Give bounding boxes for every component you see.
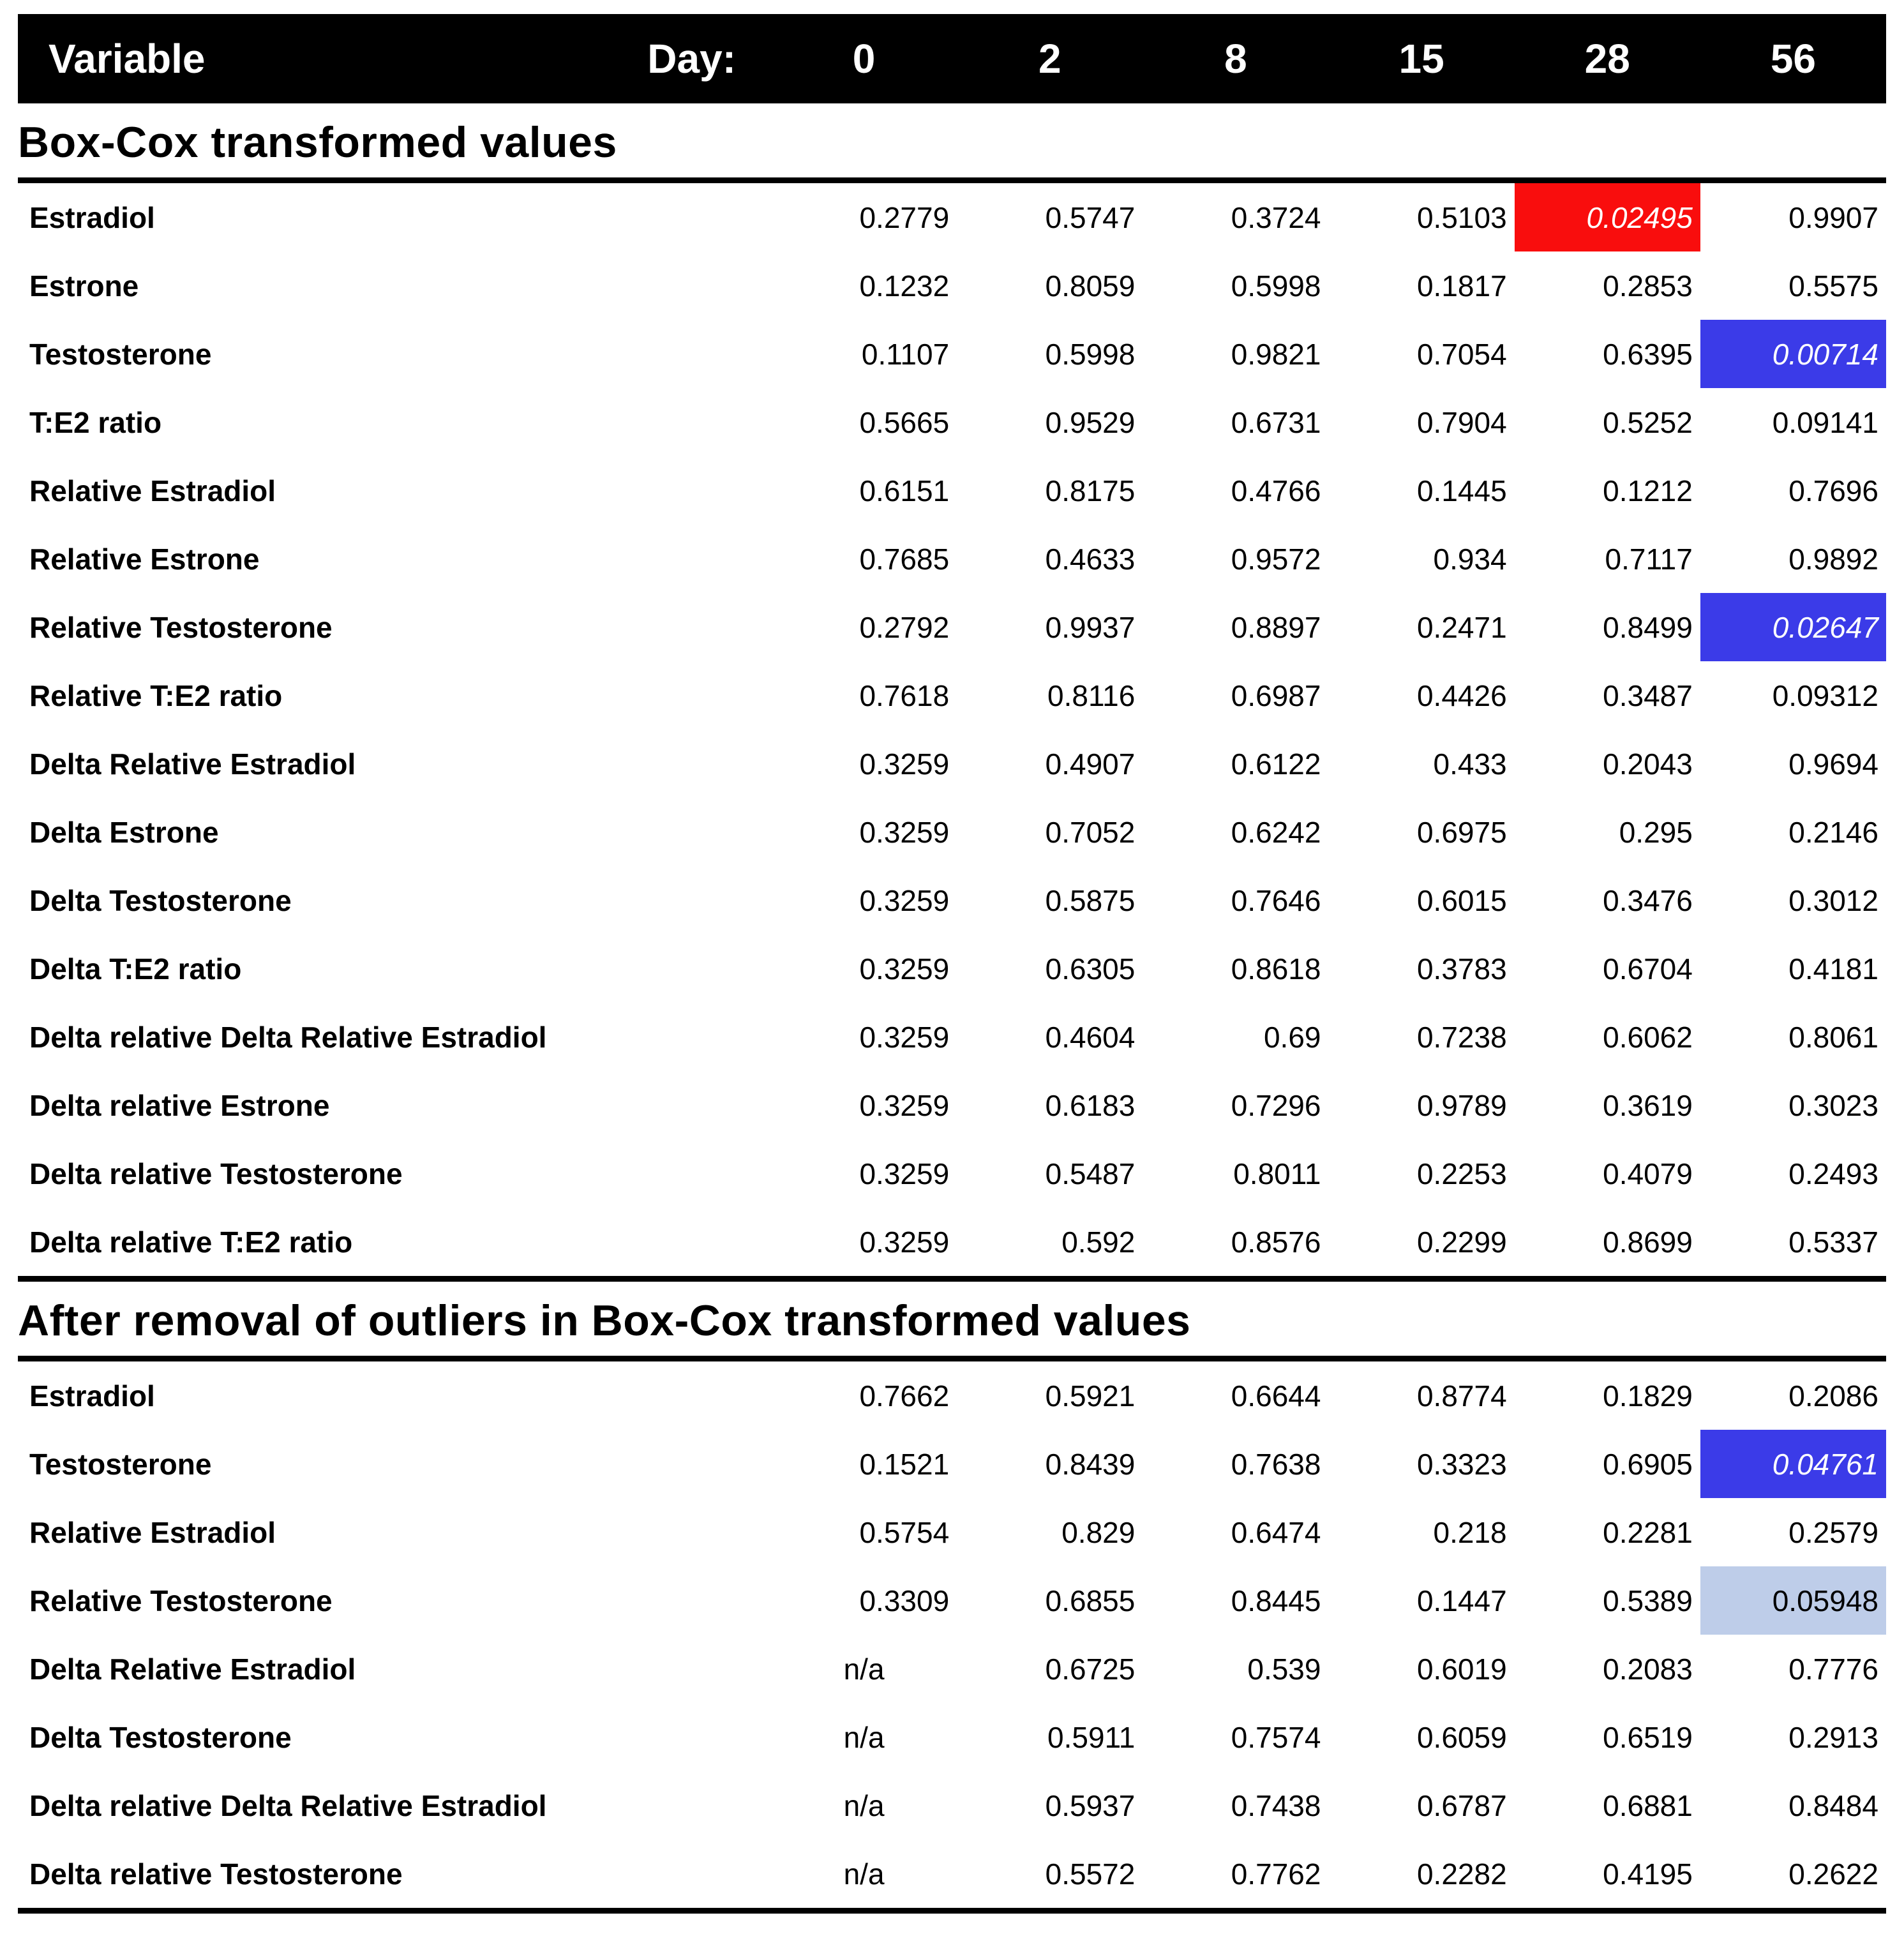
p-value-cell: 0.4079 bbox=[1603, 1157, 1693, 1190]
p-value-cell: 0.7618 bbox=[859, 679, 950, 712]
divider-line bbox=[18, 177, 1886, 183]
p-value-cell: 0.69 bbox=[1263, 1020, 1321, 1054]
p-value-cell: 0.7574 bbox=[1231, 1720, 1321, 1754]
table-row bbox=[18, 1361, 1886, 1430]
p-value-cell: 0.2299 bbox=[1416, 1225, 1507, 1259]
table-row bbox=[18, 1566, 1886, 1635]
header-day-label: Day: bbox=[647, 36, 736, 82]
p-value-cell: 0.5252 bbox=[1603, 405, 1693, 439]
p-value-cell: 0.6474 bbox=[1231, 1515, 1321, 1549]
p-value-cell: n/a bbox=[843, 1652, 885, 1686]
p-value-cell: 0.9937 bbox=[1045, 610, 1136, 644]
p-value-cell: 0.7117 bbox=[1605, 542, 1693, 576]
table-row bbox=[18, 798, 1886, 866]
p-value-cell: 0.6242 bbox=[1231, 815, 1321, 849]
variable-label: Estradiol bbox=[29, 1379, 155, 1413]
p-value-cell: 0.6059 bbox=[1416, 1720, 1507, 1754]
p-value-cell: 0.1212 bbox=[1603, 474, 1693, 507]
p-value-cell: 0.7054 bbox=[1416, 337, 1507, 371]
p-value-cell: 0.02495 bbox=[1515, 183, 1700, 251]
variable-label: Delta relative T:E2 ratio bbox=[29, 1225, 353, 1259]
p-value-cell: 0.3259 bbox=[859, 747, 950, 781]
p-value-cell: 0.5754 bbox=[859, 1515, 950, 1549]
p-value-cell: 0.218 bbox=[1433, 1515, 1507, 1549]
variable-label: Relative Testosterone bbox=[29, 1584, 333, 1617]
p-value-cell: 0.6519 bbox=[1603, 1720, 1693, 1754]
p-value-cell: 0.1107 bbox=[861, 337, 950, 371]
table-row bbox=[18, 1139, 1886, 1208]
p-value-cell: 0.3783 bbox=[1416, 952, 1507, 986]
p-value-cell: 0.5998 bbox=[1231, 269, 1321, 303]
p-value-cell: 0.7696 bbox=[1788, 474, 1878, 507]
p-value-cell: 0.934 bbox=[1433, 542, 1507, 576]
p-value-cell: 0.4907 bbox=[1045, 747, 1136, 781]
variable-label: Delta relative Testosterone bbox=[29, 1857, 403, 1891]
day-column-header: 0 bbox=[852, 36, 876, 82]
variable-label: Estrone bbox=[29, 269, 139, 303]
p-value-cell: 0.5337 bbox=[1788, 1225, 1878, 1259]
p-value-cell: 0.9821 bbox=[1231, 337, 1321, 371]
p-value-cell: 0.5665 bbox=[859, 405, 950, 439]
p-value-cell: 0.3259 bbox=[859, 883, 950, 917]
variable-label: Delta Testosterone bbox=[29, 883, 292, 917]
table-header-row bbox=[18, 14, 1886, 103]
p-value-cell: 0.1445 bbox=[1416, 474, 1507, 507]
p-value-cell: 0.7052 bbox=[1045, 815, 1136, 849]
variable-label: Delta relative Estrone bbox=[29, 1088, 330, 1122]
variable-label: Delta T:E2 ratio bbox=[29, 952, 242, 986]
table-row bbox=[18, 1071, 1886, 1139]
p-value-cell: 0.6881 bbox=[1603, 1788, 1693, 1822]
p-value-cell: 0.3309 bbox=[859, 1584, 950, 1617]
p-value-cell: 0.4633 bbox=[1045, 542, 1136, 576]
p-value-cell: 0.3487 bbox=[1603, 679, 1693, 712]
p-value-cell: 0.6855 bbox=[1045, 1584, 1136, 1617]
p-value-cell: 0.4181 bbox=[1788, 952, 1878, 986]
table-row bbox=[18, 593, 1886, 661]
p-value-cell: 0.5389 bbox=[1603, 1584, 1693, 1617]
table-row bbox=[18, 251, 1886, 320]
p-value-cell: 0.3476 bbox=[1603, 883, 1693, 917]
p-value-cell: 0.6987 bbox=[1231, 679, 1321, 712]
p-value-cell: 0.6019 bbox=[1416, 1652, 1507, 1686]
p-value-cell: n/a bbox=[843, 1857, 885, 1891]
p-value-cell: 0.3259 bbox=[859, 1020, 950, 1054]
variable-label: Relative Estradiol bbox=[29, 1515, 276, 1549]
p-value-cell: 0.592 bbox=[1061, 1225, 1136, 1259]
p-value-cell: 0.3023 bbox=[1788, 1088, 1878, 1122]
p-value-cell: 0.9789 bbox=[1416, 1088, 1507, 1122]
p-value-cell: 0.6975 bbox=[1416, 815, 1507, 849]
day-column-header: 2 bbox=[1038, 36, 1061, 82]
table-row bbox=[18, 388, 1886, 456]
p-value-cell: 0.00714 bbox=[1700, 320, 1886, 388]
p-value-cell: 0.6905 bbox=[1603, 1447, 1693, 1481]
p-value-cell: 0.2622 bbox=[1788, 1857, 1878, 1891]
table-row bbox=[18, 934, 1886, 1003]
p-value-cell: 0.4426 bbox=[1416, 679, 1507, 712]
variable-label: Relative Estradiol bbox=[29, 474, 276, 507]
p-value-cell: 0.7238 bbox=[1416, 1020, 1507, 1054]
table-row bbox=[18, 866, 1886, 934]
bottom-border-line bbox=[18, 1908, 1886, 1914]
p-value-cell: 0.5103 bbox=[1416, 200, 1507, 234]
p-value-cell: 0.3724 bbox=[1231, 200, 1321, 234]
p-value-cell: 0.8175 bbox=[1045, 474, 1136, 507]
section-rows-outliers-removed bbox=[18, 1361, 1886, 1908]
day-column-header: 56 bbox=[1770, 36, 1816, 82]
p-value-cell: 0.8499 bbox=[1603, 610, 1693, 644]
variable-label: Delta Relative Estradiol bbox=[29, 1652, 356, 1686]
header-variable-label: Variable bbox=[49, 36, 206, 82]
p-value-cell: 0.5572 bbox=[1045, 1857, 1136, 1891]
p-value-cell: 0.539 bbox=[1247, 1652, 1321, 1686]
p-value-cell: 0.8774 bbox=[1416, 1379, 1507, 1413]
p-value-cell: 0.2146 bbox=[1788, 815, 1878, 849]
variable-label: Relative T:E2 ratio bbox=[29, 679, 283, 712]
p-value-cell: 0.7638 bbox=[1231, 1447, 1321, 1481]
table-row bbox=[18, 1430, 1886, 1498]
p-value-cell: 0.5747 bbox=[1045, 200, 1136, 234]
p-value-cell: 0.2913 bbox=[1788, 1720, 1878, 1754]
p-value-cell: 0.5921 bbox=[1045, 1379, 1136, 1413]
p-value-cell: 0.7438 bbox=[1231, 1788, 1321, 1822]
p-value-cell: 0.2471 bbox=[1416, 610, 1507, 644]
p-value-cell: 0.2281 bbox=[1603, 1515, 1693, 1549]
p-value-cell: 0.2086 bbox=[1788, 1379, 1878, 1413]
p-value-cell: 0.8061 bbox=[1788, 1020, 1878, 1054]
p-value-cell: 0.3259 bbox=[859, 1225, 950, 1259]
variable-label: Testosterone bbox=[29, 1447, 212, 1481]
p-value-cell: 0.8897 bbox=[1231, 610, 1321, 644]
p-value-cell: 0.6015 bbox=[1416, 883, 1507, 917]
p-value-cell: 0.6062 bbox=[1603, 1020, 1693, 1054]
p-value-cell: 0.3619 bbox=[1603, 1088, 1693, 1122]
variable-label: Delta relative Testosterone bbox=[29, 1157, 403, 1190]
table-row bbox=[18, 456, 1886, 525]
p-value-cell: 0.2083 bbox=[1603, 1652, 1693, 1686]
p-value-cell: 0.2579 bbox=[1788, 1515, 1878, 1549]
p-value-cell: 0.295 bbox=[1619, 815, 1693, 849]
p-value-cell: 0.6183 bbox=[1045, 1088, 1136, 1122]
p-value-cell: 0.5911 bbox=[1047, 1720, 1136, 1754]
p-value-cell: 0.1232 bbox=[859, 269, 950, 303]
p-value-cell: 0.7904 bbox=[1416, 405, 1507, 439]
p-value-cell: 0.1447 bbox=[1416, 1584, 1507, 1617]
p-value-cell: 0.3323 bbox=[1416, 1447, 1507, 1481]
divider-line bbox=[18, 1276, 1886, 1282]
table-row bbox=[18, 183, 1886, 251]
p-value-cell: 0.5998 bbox=[1045, 337, 1136, 371]
day-column-header: 28 bbox=[1584, 36, 1630, 82]
p-value-cell: 0.8116 bbox=[1047, 679, 1136, 712]
variable-label: Delta Testosterone bbox=[29, 1720, 292, 1754]
table-row bbox=[18, 1840, 1886, 1908]
p-value-cell: 0.3259 bbox=[859, 815, 950, 849]
table-row bbox=[18, 1498, 1886, 1566]
table-row bbox=[18, 525, 1886, 593]
p-value-cell: 0.8439 bbox=[1045, 1447, 1136, 1481]
p-value-cell: 0.09312 bbox=[1772, 679, 1878, 712]
p-value-cell: 0.9694 bbox=[1788, 747, 1878, 781]
p-value-cell: 0.9907 bbox=[1788, 200, 1878, 234]
divider-line bbox=[18, 1356, 1886, 1361]
p-value-cell: 0.9529 bbox=[1045, 405, 1136, 439]
p-value-cell: 0.8011 bbox=[1233, 1157, 1321, 1190]
p-value-cell: 0.6704 bbox=[1603, 952, 1693, 986]
p-value-cell: 0.8699 bbox=[1603, 1225, 1693, 1259]
p-value-cell: 0.8576 bbox=[1231, 1225, 1321, 1259]
day-column-header: 8 bbox=[1224, 36, 1247, 82]
p-value-cell: 0.2043 bbox=[1603, 747, 1693, 781]
p-value-cell: 0.2493 bbox=[1788, 1157, 1878, 1190]
section-title-boxcox: Box-Cox transformed values bbox=[18, 118, 617, 167]
p-value-cell: 0.3259 bbox=[859, 1157, 950, 1190]
p-value-cell: 0.5575 bbox=[1788, 269, 1878, 303]
variable-label: Delta relative Delta Relative Estradiol bbox=[29, 1788, 547, 1822]
p-value-cell: 0.7762 bbox=[1231, 1857, 1321, 1891]
variable-label: Testosterone bbox=[29, 337, 212, 371]
table-row bbox=[18, 730, 1886, 798]
p-value-cell: 0.6305 bbox=[1045, 952, 1136, 986]
p-value-cell: 0.8445 bbox=[1231, 1584, 1321, 1617]
p-value-cell: 0.6395 bbox=[1603, 337, 1693, 371]
table-row bbox=[18, 1208, 1886, 1276]
p-value-cell: 0.8484 bbox=[1788, 1788, 1878, 1822]
table-row bbox=[18, 1771, 1886, 1840]
p-value-cell: 0.3012 bbox=[1788, 883, 1878, 917]
p-value-cell: 0.7776 bbox=[1788, 1652, 1878, 1686]
p-value-cell: 0.1817 bbox=[1416, 269, 1507, 303]
p-value-cell: 0.6787 bbox=[1416, 1788, 1507, 1822]
p-value-cell: 0.433 bbox=[1433, 747, 1507, 781]
header-variable-day-cell bbox=[18, 35, 771, 82]
p-value-cell: 0.9892 bbox=[1788, 542, 1878, 576]
p-value-cell: 0.6644 bbox=[1231, 1379, 1321, 1413]
p-value-cell: 0.2779 bbox=[859, 200, 950, 234]
p-value-cell: 0.02647 bbox=[1700, 593, 1886, 661]
p-value-cell: 0.6151 bbox=[859, 474, 950, 507]
p-value-cell: 0.2792 bbox=[859, 610, 950, 644]
p-value-cell: 0.8059 bbox=[1045, 269, 1136, 303]
p-value-cell: 0.2253 bbox=[1416, 1157, 1507, 1190]
p-value-cell: 0.7296 bbox=[1231, 1088, 1321, 1122]
p-value-cell: 0.1521 bbox=[859, 1447, 950, 1481]
p-value-cell: 0.7662 bbox=[859, 1379, 950, 1413]
p-value-cell: 0.6725 bbox=[1045, 1652, 1136, 1686]
p-value-cell: 0.5875 bbox=[1045, 883, 1136, 917]
section-title-outliers-removed: After removal of outliers in Box-Cox transformed values bbox=[18, 1296, 1191, 1345]
day-column-header: 15 bbox=[1398, 36, 1444, 82]
variable-label: Delta Relative Estradiol bbox=[29, 747, 356, 781]
p-value-cell: 0.4195 bbox=[1603, 1857, 1693, 1891]
p-value-cell: 0.3259 bbox=[859, 1088, 950, 1122]
p-value-cell: 0.7685 bbox=[859, 542, 950, 576]
p-value-cell: 0.8618 bbox=[1231, 952, 1321, 986]
p-value-cell: 0.4766 bbox=[1231, 474, 1321, 507]
p-value-cell: 0.05948 bbox=[1700, 1566, 1886, 1635]
p-value-cell: n/a bbox=[843, 1720, 885, 1754]
variable-label: Relative Estrone bbox=[29, 542, 260, 576]
variable-label: Estradiol bbox=[29, 200, 155, 234]
table-row bbox=[18, 320, 1886, 388]
p-value-cell: 0.2853 bbox=[1603, 269, 1693, 303]
p-value-cell: 0.1829 bbox=[1603, 1379, 1693, 1413]
variable-label: T:E2 ratio bbox=[29, 405, 162, 439]
p-value-cell: 0.5487 bbox=[1045, 1157, 1136, 1190]
p-value-cell: 0.9572 bbox=[1231, 542, 1321, 576]
p-value-cell: n/a bbox=[843, 1788, 885, 1822]
p-value-cell: 0.4604 bbox=[1045, 1020, 1136, 1054]
table-row bbox=[18, 661, 1886, 730]
p-value-cell: 0.6122 bbox=[1231, 747, 1321, 781]
p-value-cell: 0.2282 bbox=[1416, 1857, 1507, 1891]
table-row bbox=[18, 1003, 1886, 1071]
p-value-cell: 0.3259 bbox=[859, 952, 950, 986]
variable-label: Delta Estrone bbox=[29, 815, 219, 849]
p-value-cell: 0.04761 bbox=[1700, 1430, 1886, 1498]
variable-label: Relative Testosterone bbox=[29, 610, 333, 644]
variable-label: Delta relative Delta Relative Estradiol bbox=[29, 1020, 547, 1054]
p-value-cell: 0.829 bbox=[1061, 1515, 1136, 1549]
p-value-cell: 0.5937 bbox=[1045, 1788, 1136, 1822]
section-rows-boxcox bbox=[18, 183, 1886, 1276]
table-row bbox=[18, 1635, 1886, 1703]
p-value-cell: 0.7646 bbox=[1231, 883, 1321, 917]
table-row bbox=[18, 1703, 1886, 1771]
p-value-cell: 0.09141 bbox=[1772, 405, 1878, 439]
p-value-cell: 0.6731 bbox=[1231, 405, 1321, 439]
